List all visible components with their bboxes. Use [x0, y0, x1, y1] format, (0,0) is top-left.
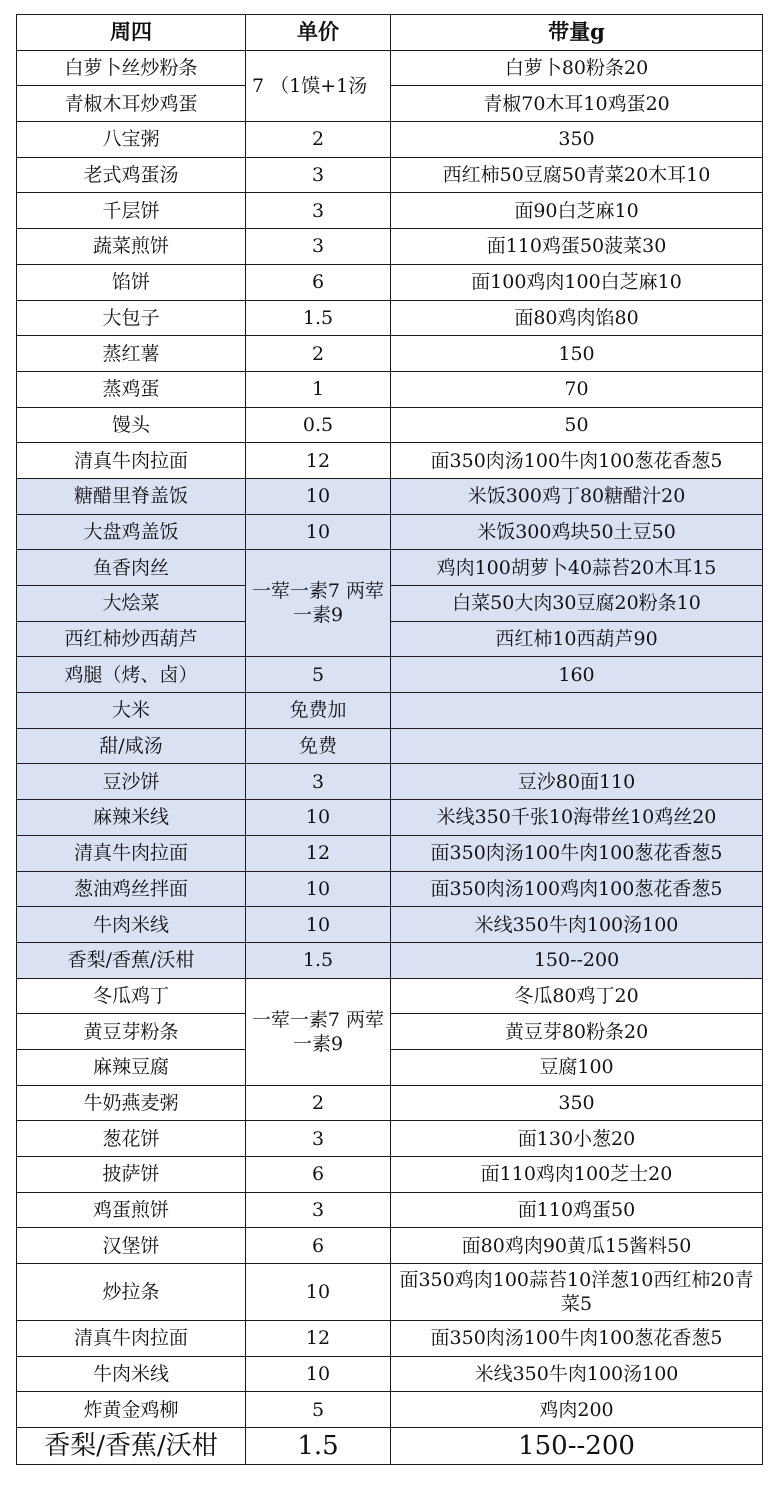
dish-name: 大米 [17, 693, 246, 729]
dish-name: 葱油鸡丝拌面 [17, 871, 246, 907]
dish-name: 大烩菜 [17, 586, 246, 622]
dish-price: 10 [246, 1356, 391, 1392]
dish-price: 0.5 [246, 407, 391, 443]
dish-portion: 黄豆芽80粉条20 [391, 1014, 763, 1050]
dish-name: 老式鸡蛋汤 [17, 157, 246, 193]
dish-portion: 豆腐100 [391, 1049, 763, 1085]
table-row [17, 1085, 763, 1121]
dish-name: 黄豆芽粉条 [17, 1014, 246, 1050]
dish-name: 披萨饼 [17, 1157, 246, 1193]
dish-portion: 米饭300鸡丁80糖醋汁20 [391, 478, 763, 514]
dish-portion: 米线350牛肉100汤100 [391, 1356, 763, 1392]
dish-portion: 西红柿50豆腐50青菜20木耳10 [391, 157, 763, 193]
dish-portion: 面350肉汤100牛肉100葱花香葱5 [391, 443, 763, 479]
dish-name: 千层饼 [17, 193, 246, 229]
dish-name: 牛肉米线 [17, 1356, 246, 1392]
dish-name: 清真牛肉拉面 [17, 1321, 246, 1357]
dish-price: 6 [246, 1228, 391, 1264]
table-row [17, 478, 763, 514]
dish-name: 清真牛肉拉面 [17, 835, 246, 871]
dish-price: 免费 [246, 728, 391, 764]
dish-name: 糖醋里脊盖饭 [17, 478, 246, 514]
dish-price: 10 [246, 871, 391, 907]
table-row [17, 1321, 763, 1357]
header-portion: 带量g [391, 15, 763, 51]
dish-portion: 米线350牛肉100汤100 [391, 907, 763, 943]
dish-portion: 鸡肉200 [391, 1392, 763, 1428]
dish-name: 麻辣豆腐 [17, 1049, 246, 1085]
table-row [17, 1228, 763, 1264]
dish-portion: 冬瓜80鸡丁20 [391, 978, 763, 1014]
dish-price: 12 [246, 1321, 391, 1357]
dish-portion: 面130小葱20 [391, 1121, 763, 1157]
table-row [17, 193, 763, 229]
dish-name: 炒拉条 [17, 1264, 246, 1321]
table-row [17, 1192, 763, 1228]
dish-price: 3 [246, 157, 391, 193]
dish-portion: 面350肉汤100鸡肉100葱花香葱5 [391, 871, 763, 907]
dish-portion: 350 [391, 122, 763, 158]
dish-price: 2 [246, 122, 391, 158]
dish-price: 10 [246, 514, 391, 550]
table-row [17, 300, 763, 336]
dish-name: 蔬菜煎饼 [17, 229, 246, 265]
header-day: 周四 [17, 15, 246, 51]
table-row [17, 942, 763, 978]
dish-name: 牛肉米线 [17, 907, 246, 943]
dish-price: 10 [246, 478, 391, 514]
table-row [17, 871, 763, 907]
menu-table [16, 14, 763, 1465]
table-row [17, 764, 763, 800]
dish-portion: 面350鸡肉100蒜苔10洋葱10西红柿20青菜5 [391, 1264, 763, 1321]
table-row [17, 229, 763, 265]
dish-price: 10 [246, 907, 391, 943]
header-row [17, 15, 763, 51]
dish-portion: 面100鸡肉100白芝麻10 [391, 264, 763, 300]
table-row [17, 657, 763, 693]
dish-name: 蒸红薯 [17, 336, 246, 372]
table-row [17, 1264, 763, 1321]
table-row [17, 907, 763, 943]
dish-price: 1.5 [246, 942, 391, 978]
dish-name: 青椒木耳炒鸡蛋 [17, 86, 246, 122]
dish-price: 7 （1馍+1汤 [246, 50, 391, 121]
dish-price: 10 [246, 800, 391, 836]
dish-name: 甜/咸汤 [17, 728, 246, 764]
table-row [17, 336, 763, 372]
table-row [17, 800, 763, 836]
table-row [17, 157, 763, 193]
dish-portion [391, 693, 763, 729]
table-row [17, 550, 763, 586]
dish-name: 白萝卜丝炒粉条 [17, 50, 246, 86]
dish-price: 免费加 [246, 693, 391, 729]
dish-portion: 米饭300鸡块50土豆50 [391, 514, 763, 550]
dish-price: 12 [246, 835, 391, 871]
dish-name: 麻辣米线 [17, 800, 246, 836]
dish-portion: 面110鸡肉100芝士20 [391, 1157, 763, 1193]
dish-name: 蒸鸡蛋 [17, 371, 246, 407]
table-row [17, 835, 763, 871]
dish-price: 一荤一素7 两荤一素9 [246, 978, 391, 1085]
dish-portion: 面80鸡肉馅80 [391, 300, 763, 336]
table-row [17, 1428, 763, 1465]
dish-portion: 150 [391, 336, 763, 372]
dish-portion: 米线350千张10海带丝10鸡丝20 [391, 800, 763, 836]
dish-portion: 鸡肉100胡萝卜40蒜苔20木耳15 [391, 550, 763, 586]
dish-portion: 面110鸡蛋50 [391, 1192, 763, 1228]
dish-portion: 160 [391, 657, 763, 693]
dish-name: 鱼香肉丝 [17, 550, 246, 586]
dish-portion: 150--200 [391, 1428, 763, 1465]
dish-name: 馒头 [17, 407, 246, 443]
table-row [17, 50, 763, 86]
table-row [17, 371, 763, 407]
table-row [17, 514, 763, 550]
dish-portion: 面110鸡蛋50菠菜30 [391, 229, 763, 265]
dish-price: 2 [246, 336, 391, 372]
dish-price: 3 [246, 1121, 391, 1157]
dish-portion: 150--200 [391, 942, 763, 978]
dish-name: 西红柿炒西葫芦 [17, 621, 246, 657]
dish-price: 3 [246, 193, 391, 229]
dish-portion: 50 [391, 407, 763, 443]
dish-portion: 350 [391, 1085, 763, 1121]
dish-name: 炸黄金鸡柳 [17, 1392, 246, 1428]
dish-name: 冬瓜鸡丁 [17, 978, 246, 1014]
dish-price: 3 [246, 1192, 391, 1228]
dish-price: 5 [246, 657, 391, 693]
dish-price: 1.5 [246, 1428, 391, 1465]
dish-price: 6 [246, 1157, 391, 1193]
dish-name: 香梨/香蕉/沃柑 [17, 1428, 246, 1465]
table-row [17, 264, 763, 300]
dish-portion: 70 [391, 371, 763, 407]
table-row [17, 1121, 763, 1157]
dish-name: 馅饼 [17, 264, 246, 300]
dish-price: 3 [246, 764, 391, 800]
table-row [17, 407, 763, 443]
dish-price: 6 [246, 264, 391, 300]
dish-portion [391, 728, 763, 764]
dish-price: 1 [246, 371, 391, 407]
dish-price: 5 [246, 1392, 391, 1428]
dish-portion: 白萝卜80粉条20 [391, 50, 763, 86]
dish-name: 清真牛肉拉面 [17, 443, 246, 479]
table-row [17, 1356, 763, 1392]
dish-price: 1.5 [246, 300, 391, 336]
dish-price: 2 [246, 1085, 391, 1121]
table-row [17, 978, 763, 1014]
header-price: 单价 [246, 15, 391, 51]
dish-portion: 面350肉汤100牛肉100葱花香葱5 [391, 835, 763, 871]
dish-portion: 豆沙80面110 [391, 764, 763, 800]
dish-portion: 青椒70木耳10鸡蛋20 [391, 86, 763, 122]
dish-name: 汉堡饼 [17, 1228, 246, 1264]
dish-name: 牛奶燕麦粥 [17, 1085, 246, 1121]
dish-price: 一荤一素7 两荤一素9 [246, 550, 391, 657]
table-row [17, 122, 763, 158]
dish-portion: 面90白芝麻10 [391, 193, 763, 229]
dish-name: 八宝粥 [17, 122, 246, 158]
dish-portion: 白菜50大肉30豆腐20粉条10 [391, 586, 763, 622]
table-row [17, 693, 763, 729]
dish-portion: 面80鸡肉90黄瓜15酱料50 [391, 1228, 763, 1264]
dish-name: 大盘鸡盖饭 [17, 514, 246, 550]
table-row [17, 1392, 763, 1428]
dish-name: 鸡腿（烤、卤） [17, 657, 246, 693]
dish-name: 葱花饼 [17, 1121, 246, 1157]
dish-name: 豆沙饼 [17, 764, 246, 800]
dish-price: 10 [246, 1264, 391, 1321]
dish-name: 大包子 [17, 300, 246, 336]
dish-price: 12 [246, 443, 391, 479]
table-row [17, 728, 763, 764]
table-row [17, 443, 763, 479]
dish-name: 香梨/香蕉/沃柑 [17, 942, 246, 978]
dish-name: 鸡蛋煎饼 [17, 1192, 246, 1228]
dish-portion: 西红柿10西葫芦90 [391, 621, 763, 657]
table-row [17, 1157, 763, 1193]
dish-price: 3 [246, 229, 391, 265]
dish-portion: 面350肉汤100牛肉100葱花香葱5 [391, 1321, 763, 1357]
